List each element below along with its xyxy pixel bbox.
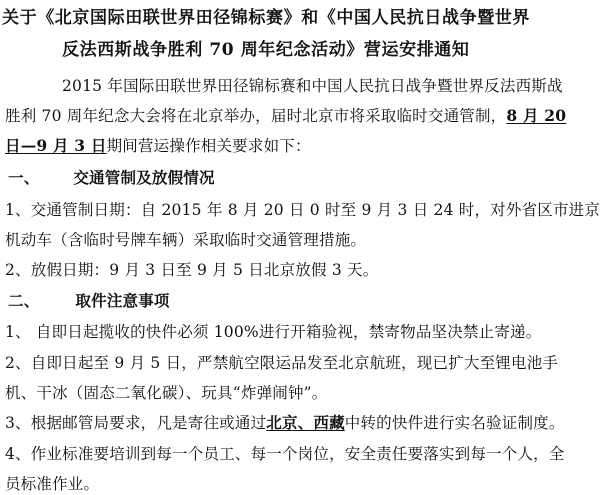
intro-date-end: 日—9 月 3 日 bbox=[5, 136, 107, 155]
section-1-item-1-line-2: 机动车（含临时号牌车辆）采取临时交通管理措施。 bbox=[5, 231, 367, 249]
section-2-item-1: 1、 自即日起揽收的快件必须 100%进行开箱验视，禁寄物品坚决禁止寄递。 bbox=[5, 323, 542, 341]
section-2-item-4-line-2: 员标准作业。 bbox=[5, 475, 100, 493]
notice-title-line-1: 关于《北京国际田联世界田径锦标赛》和《中国人民抗日战争暨世界 bbox=[2, 8, 530, 28]
intro-line-2-text: 胜利 70 周年纪念大会将在北京举办，届时北京市将采取临时交通管制， bbox=[5, 107, 507, 125]
section-2-item-3-text-c: 中转的快件进行实名验证制度。 bbox=[344, 414, 565, 432]
section-1-heading bbox=[8, 168, 215, 188]
section-2-item-2-line-1: 2、自即日起至 9 月 5 日，严禁航空限运品发至北京航班，现已扩大至锂电池手 bbox=[5, 354, 559, 372]
section-1-item-1-line-1: 1、交通管制日期：自 2015 年 8 月 20 日 0 时至 9 月 3 日 24 时，对外省区市进京 bbox=[5, 201, 600, 219]
section-2-item-3-regions: 北京、西藏 bbox=[266, 413, 345, 432]
intro-line-2 bbox=[5, 106, 566, 126]
section-2-number: 二、 bbox=[8, 291, 40, 310]
section-2-item-4-line-1: 4、作业标准要培训到每一个员工、每一个岗位，安全责任要落实到每一个人，全 bbox=[5, 445, 565, 463]
section-1-number: 一、 bbox=[8, 168, 40, 187]
section-2-item-3 bbox=[5, 413, 565, 433]
section-1-title: 交通管制及放假情况 bbox=[73, 168, 215, 187]
section-2-title: 取件注意事项 bbox=[75, 291, 170, 310]
intro-line-3-text: 期间营运操作相关要求如下： bbox=[106, 137, 311, 155]
intro-date-start: 8 月 20 bbox=[506, 106, 567, 125]
intro-line-3 bbox=[5, 136, 311, 156]
notice-title-line-2: 反法西斯战争胜利 70 周年纪念活动》营运安排通知 bbox=[62, 40, 470, 60]
intro-line-1: 2015 年国际田联世界田径锦标赛和中国人民抗日战争暨世界反法西斯战 bbox=[62, 77, 563, 95]
section-2-item-2-line-2: 机、干冰（固态二氧化碳）、玩具“炸弹闹钟”。 bbox=[5, 384, 328, 402]
section-2-heading bbox=[8, 291, 170, 311]
section-1-item-2: 2、放假日期：9 月 3 日至 9 月 5 日北京放假 3 天。 bbox=[5, 261, 379, 279]
section-2-item-3-text-a: 3、根据邮管局要求，凡是寄往或通过 bbox=[5, 414, 267, 432]
